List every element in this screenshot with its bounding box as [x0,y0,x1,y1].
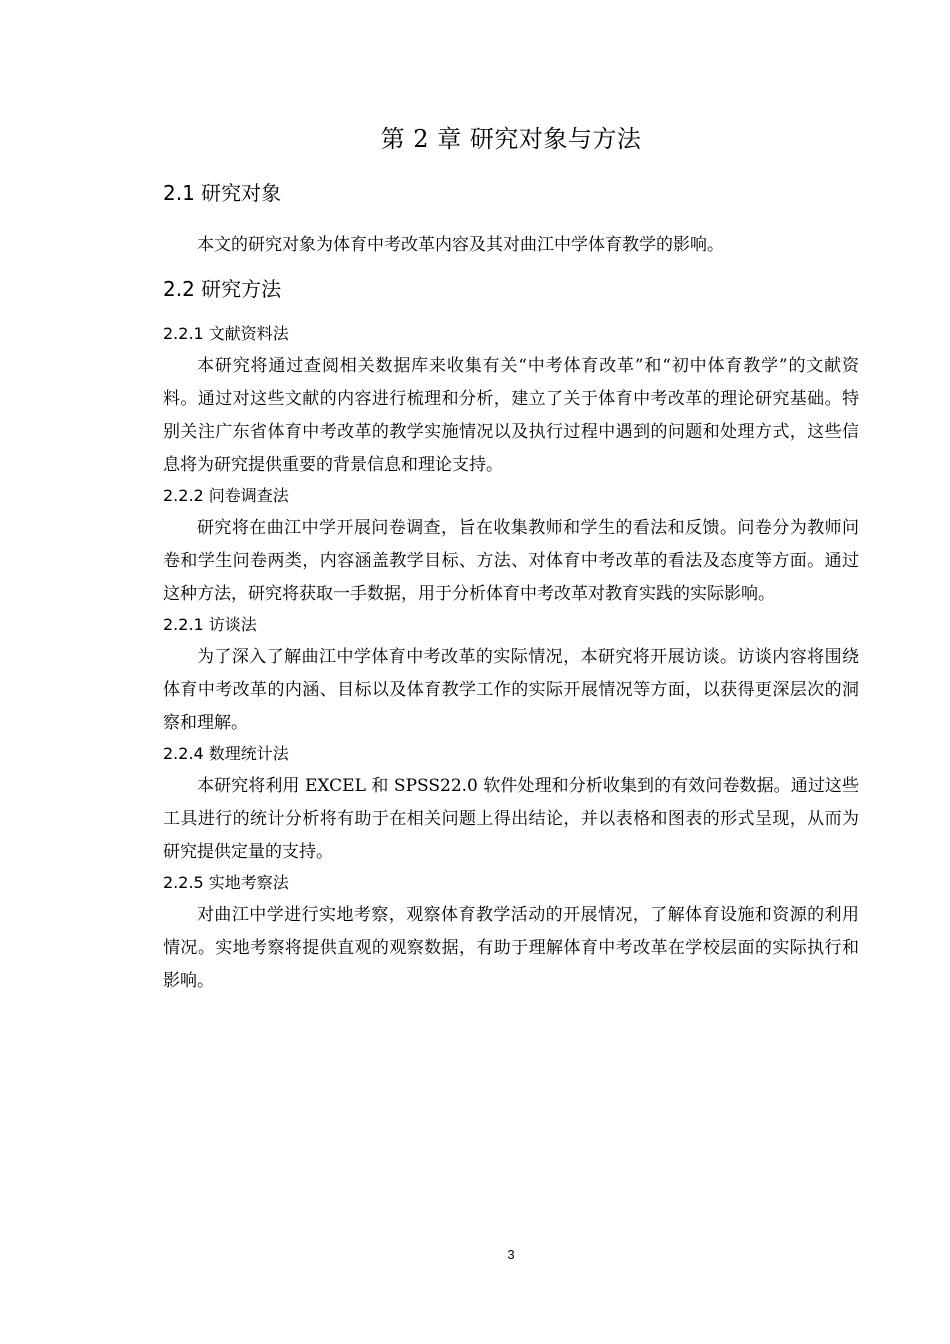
section-heading-2-1: 2.1 研究对象 [163,181,282,205]
chapter-title: 第 2 章 研究对象与方法 [380,125,642,153]
subsection-heading-2-2-4: 2.2.4 数理统计法 [163,744,289,763]
chapter-body [163,172,859,998]
subsection-heading-2-2-5: 2.2.5 实地考察法 [163,873,289,892]
subsection-heading-2-2-2: 2.2.2 问卷调查法 [163,486,289,505]
paragraph-2-2-4: 本研究将利用 EXCEL 和 SPSS22.0 软件处理和分析收集到的有效问卷数据。通过这些工具进行的统计分析将有助于在相关问题上得出结论，并以表格和图表的形式呈现，从而为研究提供定量的支持。 [163,776,859,862]
paragraph-2-2-5: 对曲江中学进行实地考察，观察体育教学活动的开展情况，了解体育设施和资源的利用情况。实地考察将提供直观的观察数据，有助于理解体育中考改革在学校层面的实际执行和影响。 [163,905,859,991]
subsection-heading-interview: 2.2.1 访谈法 [163,615,257,634]
paragraph-interview: 为了深入了解曲江中学体育中考改革的实际情况，本研究将开展访谈。访谈内容将围绕体育中考改革的内涵、目标以及体育教学工作的实际开展情况等方面，以获得更深层次的洞察和理解。 [163,647,859,733]
paragraph-2-2-1: 本研究将通过查阅相关数据库来收集有关“中考体育改革”和“初中体育教学”的文献资料。通过对这些文献的内容进行梳理和分析，建立了关于体育中考改革的理论研究基础。特别关注广东省体育中考改革的教学实施情况以及执行过程中遇到的问题和处理方式，这些信息将为研究提供重要的背景信息和理论支持。 [163,356,859,475]
subsection-heading-2-2-1: 2.2.1 文献资料法 [163,324,289,343]
page-number: 3 [507,1247,515,1262]
paragraph-2-1: 本文的研究对象为体育中考改革内容及其对曲江中学体育教学的影响。 [197,235,724,255]
paragraph-2-2-2: 研究将在曲江中学开展问卷调查，旨在收集教师和学生的看法和反馈。问卷分为教师问卷和学生问卷两类，内容涵盖教学目标、方法、对体育中考改革的看法及态度等方面。通过这种方法，研究将获取一手数据，用于分析体育中考改革对教育实践的实际影响。 [163,518,859,604]
section-heading-2-2: 2.2 研究方法 [163,277,282,301]
